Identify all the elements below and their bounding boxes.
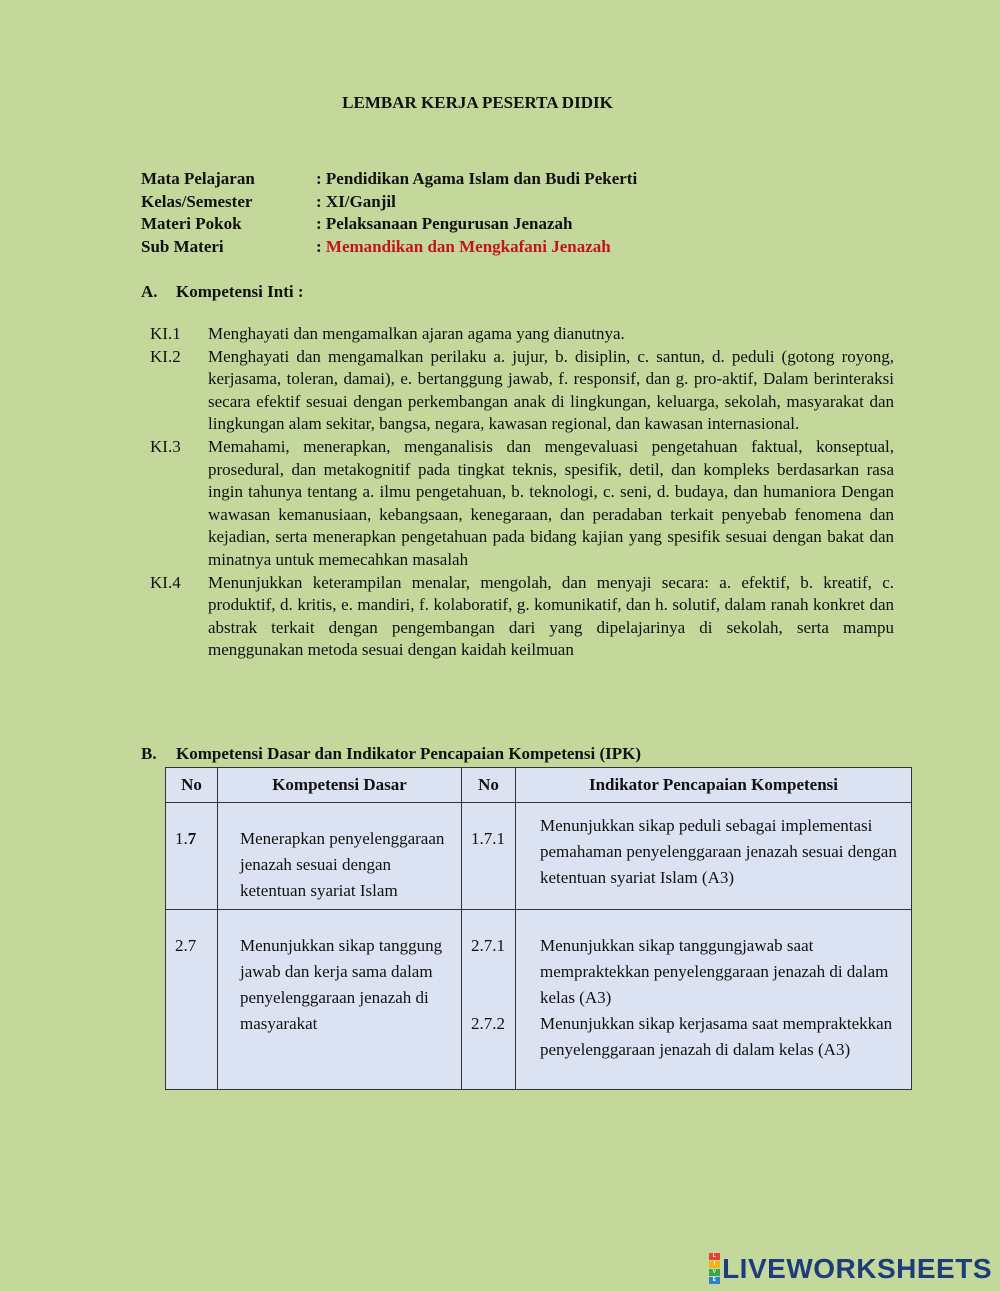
- kd-text: Menerapkan penyelenggaraan jenazah sesuai dengan ketentuan syariat Islam: [218, 803, 462, 910]
- ki-code: KI.3: [150, 436, 181, 456]
- ki-code: KI.1: [150, 324, 181, 343]
- list-item: [150, 572, 894, 662]
- table-row: [166, 910, 912, 1090]
- ipk-text: Menunjukkan sikap tanggungjawab saat mempraktekkan penyelenggaraan jenazah di dalam kelas (A3): [540, 936, 889, 1007]
- column-header: No: [462, 768, 516, 803]
- ipk-text-cell: [516, 910, 912, 1090]
- kd-number: [166, 803, 218, 910]
- section-letter: B.: [141, 744, 157, 763]
- meta-row-subtopic: [141, 236, 637, 259]
- ki-code: KI.2: [150, 346, 181, 366]
- list-item: [150, 436, 894, 572]
- ipk-number-cell: [462, 910, 516, 1090]
- ki-text: Menghayati dan mengamalkan perilaku a. jujur, b. disiplin, c. santun, d. peduli (gotong royong, kerjasama, toleran, damai), e. bertanggung jawab, f. responsif, dan g. pro-aktif, Dalam berinteraksi secara efektif sesuai dengan perkembangan anak di lingkungan, keluarga, sekolah, masyarakat dan lingkungan alam sekitar, bangsa, negara, kawasan regional, dan kawasan internasional.: [208, 346, 894, 434]
- meta-label: Materi Pokok: [141, 214, 242, 233]
- subject-info: [141, 168, 637, 258]
- competence-table: [165, 767, 912, 1090]
- badge-letter: I: [709, 1261, 720, 1268]
- ki-text: Menunjukkan keterampilan menalar, mengolah, dan menyaji secara: a. efektif, b. kreatif, c. produktif, d. kritis, e. mandiri, f. kolaboratif, g. komunikatif, dan h. solutif, dalam ranah konkret dan abstrak terkait dengan pengembangan dari yang dipelajarinya di sekolah, serta mampu menggunakan metoda sesuai dengan kaidah keilmuan: [208, 572, 894, 660]
- logo-badge-icon: [709, 1253, 720, 1285]
- spacer: [471, 985, 515, 1011]
- spacer: [471, 959, 515, 985]
- logo-text: LIVEWORKSHEETS: [722, 1253, 992, 1284]
- badge-letter: L: [709, 1253, 720, 1260]
- meta-value: : XI/Ganjil: [316, 191, 396, 211]
- table-header-row: [166, 768, 912, 803]
- ki-text: Menghayati dan mengamalkan ajaran agama yang dianutnya.: [208, 324, 625, 343]
- section-a-heading: [141, 282, 304, 302]
- column-header: Kompetensi Dasar: [218, 768, 462, 803]
- core-competence-list: [150, 323, 894, 662]
- badge-letter: V: [709, 1269, 720, 1276]
- ki-code: KI.4: [150, 572, 181, 592]
- badge-letter: E: [709, 1277, 720, 1284]
- table-row: [166, 803, 912, 910]
- section-title: Kompetensi Dasar dan Indikator Pencapaian Kompetensi (IPK): [176, 744, 642, 763]
- meta-value: : Pelaksanaan Pengurusan Jenazah: [316, 214, 573, 233]
- ki-text: Memahami, menerapkan, menganalisis dan mengevaluasi pengetahuan faktual, konseptual, prosedural, dan metakognitif pada tingkat teknis, spesifik, detil, dan kompleks berdasarkan rasa ingin tahunya tentang a. ilmu pengetahuan, b. teknologi, c. seni, d. budaya, dan humaniora Dengan wawasan kemanusiaan, kebangsaan, kenegaraan, dan peradaban terkait penyebab fenomena dan kejadian, serta menerapkan pengetahuan pada bidang kajian yang spesifik sesuai dengan bakat dan minatnya untuk memecahkan masalah: [208, 436, 894, 569]
- meta-row-subject: [141, 168, 637, 191]
- meta-value-highlight: Memandikan dan Mengkafani Jenazah: [325, 236, 611, 256]
- column-header: Indikator Pencapaian Kompetensi: [516, 768, 912, 803]
- list-item: [150, 346, 894, 436]
- meta-label: Kelas/Semester: [141, 191, 253, 211]
- page-title: LEMBAR KERJA PESERTA DIDIK: [342, 93, 613, 112]
- meta-row-class: [141, 191, 637, 214]
- kd-number-bold: 7: [187, 829, 197, 848]
- meta-row-topic: [141, 213, 637, 236]
- liveworksheets-logo: [709, 1253, 992, 1285]
- meta-label: Mata Pelajaran: [141, 169, 255, 188]
- ipk-text: Menunjukkan sikap peduli sebagai implementasi pemahaman penyelenggaraan jenazah sesuai dengan ketentuan syariat Islam (A3): [516, 803, 912, 910]
- meta-value: : Pendidikan Agama Islam dan Budi Pekerti: [316, 169, 638, 188]
- ipk-number: 1.7.1: [462, 803, 516, 910]
- kd-number-prefix: 1.: [175, 829, 188, 848]
- ipk-number: 2.7.2: [471, 1014, 505, 1033]
- ipk-number: 2.7.1: [471, 936, 505, 955]
- column-header: No: [166, 768, 218, 803]
- kd-number: 2.7: [166, 910, 218, 1090]
- kd-text: Menunjukkan sikap tanggung jawab dan kerja sama dalam penyelenggaraan jenazah di masyarakat: [218, 910, 462, 1090]
- meta-value-prefix: :: [316, 236, 326, 256]
- ipk-text: Menunjukkan sikap kerjasama saat mempraktekkan penyelenggaraan jenazah di dalam kelas (A3): [540, 1014, 893, 1059]
- section-letter: A.: [141, 282, 158, 301]
- meta-label: Sub Materi: [141, 236, 224, 256]
- section-title: Kompetensi Inti :: [176, 282, 304, 301]
- list-item: [150, 323, 894, 346]
- section-b-heading: [141, 744, 641, 764]
